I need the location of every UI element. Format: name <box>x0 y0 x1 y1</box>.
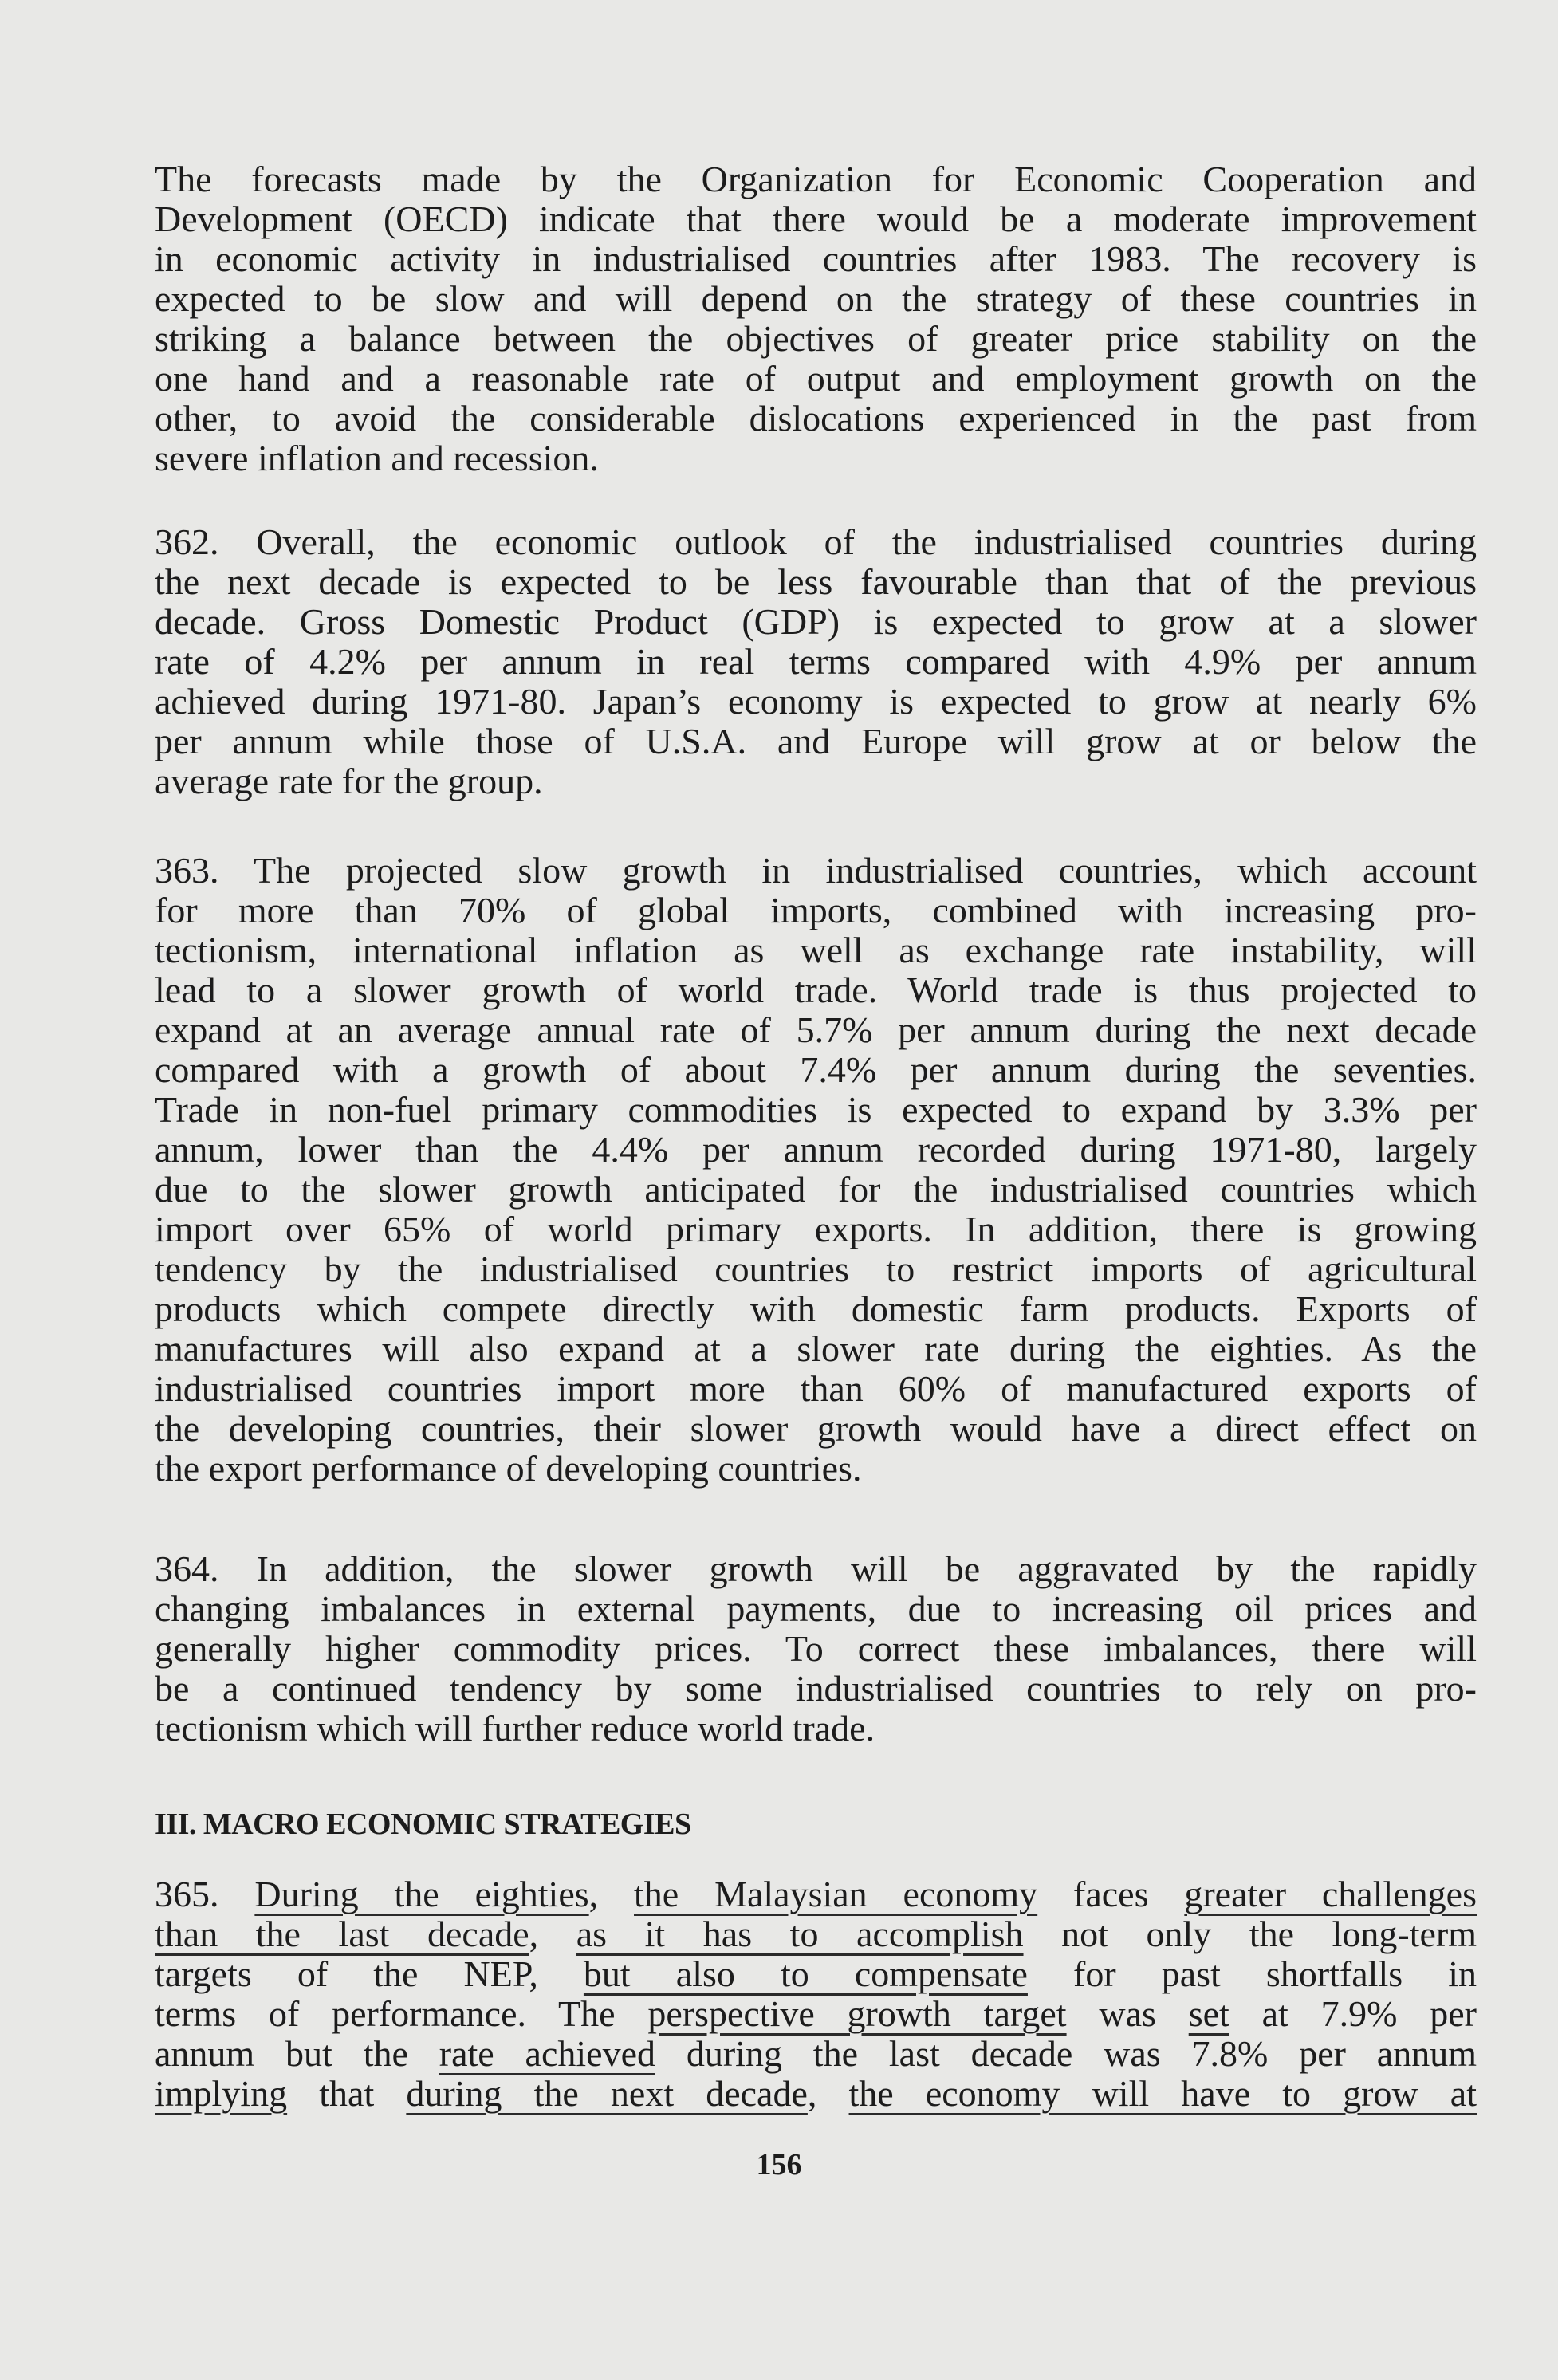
text-segment: The forecasts made by the Organization for Economic Cooperation and <box>155 159 1477 199</box>
text-line <box>155 1994 1477 2034</box>
underlined-phrase: the Malaysian economy <box>634 1874 1038 1914</box>
underlined-phrase: the economy will have to grow at <box>848 2073 1477 2114</box>
text-segment: tectionism which will further reduce world trade. <box>155 1708 875 1749</box>
text-line <box>155 642 1477 682</box>
text-line <box>155 1549 1477 1589</box>
text-line <box>155 159 1477 199</box>
text-segment: annum, lower than the 4.4% per annum recorded during 1971-80, largely <box>155 1129 1477 1170</box>
text-segment: , <box>588 1874 635 1914</box>
text-segment: products which compete directly with domestic farm products. Exports of <box>155 1288 1477 1329</box>
text-segment: generally higher commodity prices. To correct these imbalances, there will <box>155 1628 1477 1669</box>
text-line <box>155 1249 1477 1289</box>
text-line <box>155 682 1477 722</box>
text-segment: in economic activity in industrialised countries after 1983. The recovery is <box>155 238 1477 279</box>
text-segment: terms of performance. The <box>155 1993 648 2034</box>
text-segment: tendency by the industrialised countries to restrict imports of agricultural <box>155 1249 1477 1289</box>
text-line <box>155 970 1477 1010</box>
text-line <box>155 439 1477 478</box>
text-line <box>155 722 1477 761</box>
text-segment: be a continued tendency by some industrialised countries to rely on pro- <box>155 1668 1477 1709</box>
underlined-phrase: During the eighties <box>254 1874 589 1914</box>
text-line <box>155 1954 1477 1994</box>
paragraph-363 <box>155 851 1477 1489</box>
underlined-phrase: than the last decade <box>155 1914 529 1954</box>
text-line <box>155 239 1477 279</box>
text-segment: compared with a growth of about 7.4% per annum during the seventies. <box>155 1049 1477 1090</box>
text-segment: , <box>807 2073 849 2114</box>
text-line <box>155 761 1477 801</box>
text-line <box>155 891 1477 930</box>
text-segment: Development (OECD) indicate that there would be a moderate improvement <box>155 199 1477 239</box>
underlined-phrase: set <box>1188 1993 1229 2034</box>
text-segment: 364. In addition, the slower growth will be aggravated by the rapidly <box>155 1548 1477 1589</box>
text-segment: lead to a slower growth of world trade. World trade is thus projected to <box>155 970 1477 1010</box>
text-segment: changing imbalances in external payments, due to increasing oil prices and <box>155 1588 1477 1629</box>
text-line <box>155 1210 1477 1249</box>
text-segment: rate of 4.2% per annum in real terms compared with 4.9% per annum <box>155 641 1477 682</box>
text-line <box>155 1170 1477 1210</box>
text-segment: import over 65% of world primary exports. In addition, there is growing <box>155 1209 1477 1249</box>
text-segment: during the last decade was 7.8% per annum <box>655 2033 1477 2074</box>
text-line <box>155 1050 1477 1090</box>
text-segment: , <box>529 1914 576 1954</box>
text-line <box>155 1874 1477 1914</box>
text-segment: Trade in non-fuel primary commodities is expected to expand by 3.3% per <box>155 1089 1477 1130</box>
text-line <box>155 1369 1477 1409</box>
text-line <box>155 279 1477 319</box>
text-line <box>155 1010 1477 1050</box>
text-segment: decade. Gross Domestic Product (GDP) is expected to grow at a slower <box>155 601 1477 642</box>
text-line <box>155 2074 1477 2114</box>
text-segment: the next decade is expected to be less favourable than that of the previous <box>155 561 1477 602</box>
text-segment: was <box>1066 1993 1189 2034</box>
text-segment: striking a balance between the objectives of greater price stability on the <box>155 318 1477 359</box>
text-segment: annum but the <box>155 2033 439 2074</box>
text-segment: the developing countries, their slower growth would have a direct effect on <box>155 1408 1477 1449</box>
text-line <box>155 1130 1477 1170</box>
text-line <box>155 1409 1477 1449</box>
text-line <box>155 1669 1477 1709</box>
paragraph-365 <box>155 1874 1477 2114</box>
text-segment: expand at an average annual rate of 5.7% per annum during the next decade <box>155 1009 1477 1050</box>
underlined-phrase: greater challenges <box>1184 1874 1477 1914</box>
text-line <box>155 562 1477 602</box>
text-line <box>155 199 1477 239</box>
text-segment: expected to be slow and will depend on the strategy of these countries in <box>155 278 1477 319</box>
text-segment: 362. Overall, the economic outlook of the industrialised countries during <box>155 521 1477 562</box>
text-segment: manufactures will also expand at a slower rate during the eighties. As the <box>155 1328 1477 1369</box>
text-line <box>155 1090 1477 1130</box>
paragraph-364 <box>155 1549 1477 1749</box>
text-line <box>155 1709 1477 1749</box>
text-segment: 365. <box>155 1874 255 1914</box>
text-line <box>155 399 1477 439</box>
text-line <box>155 1449 1477 1489</box>
section-heading: III. MACRO ECONOMIC STRATEGIES <box>155 1808 691 1841</box>
text-segment: other, to avoid the considerable dislocations experienced in the past from <box>155 398 1477 439</box>
text-segment: the export performance of developing countries. <box>155 1448 862 1489</box>
paragraph-361-continued <box>155 159 1477 478</box>
text-segment: achieved during 1971-80. Japan’s economy is expected to grow at nearly 6% <box>155 681 1477 722</box>
underlined-phrase: during the next decade <box>406 2073 808 2114</box>
text-line <box>155 2034 1477 2074</box>
paragraph-362 <box>155 522 1477 801</box>
text-segment: targets of the NEP, <box>155 1953 584 1994</box>
text-segment: that <box>287 2073 407 2114</box>
underlined-phrase: perspective growth target <box>647 1993 1067 2034</box>
text-segment: faces <box>1037 1874 1185 1914</box>
text-segment: at 7.9% per <box>1229 1993 1477 2034</box>
text-segment: not only the long-term <box>1023 1914 1477 1954</box>
text-segment: for past shortfalls in <box>1027 1953 1477 1994</box>
text-segment: one hand and a reasonable rate of output and employment growth on the <box>155 358 1477 399</box>
text-line <box>155 602 1477 642</box>
text-line <box>155 319 1477 359</box>
page-number: 156 <box>756 2148 802 2181</box>
underlined-phrase: but also to compensate <box>583 1953 1028 1994</box>
text-segment: tectionism, international inflation as well as exchange rate instability, will <box>155 930 1477 970</box>
text-segment: per annum while those of U.S.A. and Europe will grow at or below the <box>155 721 1477 761</box>
underlined-phrase: rate achieved <box>439 2033 655 2074</box>
text-segment: average rate for the group. <box>155 761 543 801</box>
text-line <box>155 1589 1477 1629</box>
text-segment: for more than 70% of global imports, combined with increasing pro- <box>155 890 1477 930</box>
text-segment: 363. The projected slow growth in industrialised countries, which account <box>155 850 1477 891</box>
text-line <box>155 359 1477 399</box>
text-line <box>155 522 1477 562</box>
underlined-phrase: as it has to accomplish <box>576 1914 1024 1954</box>
text-line <box>155 1629 1477 1669</box>
text-line <box>155 930 1477 970</box>
text-line <box>155 851 1477 891</box>
text-line <box>155 1329 1477 1369</box>
underlined-phrase: implying <box>155 2073 288 2114</box>
text-segment: industrialised countries import more than 60% of manufactured exports of <box>155 1368 1477 1409</box>
text-line <box>155 1289 1477 1329</box>
text-line <box>155 1914 1477 1954</box>
text-segment: due to the slower growth anticipated for the industrialised countries which <box>155 1169 1477 1210</box>
text-segment: severe inflation and recession. <box>155 438 599 478</box>
